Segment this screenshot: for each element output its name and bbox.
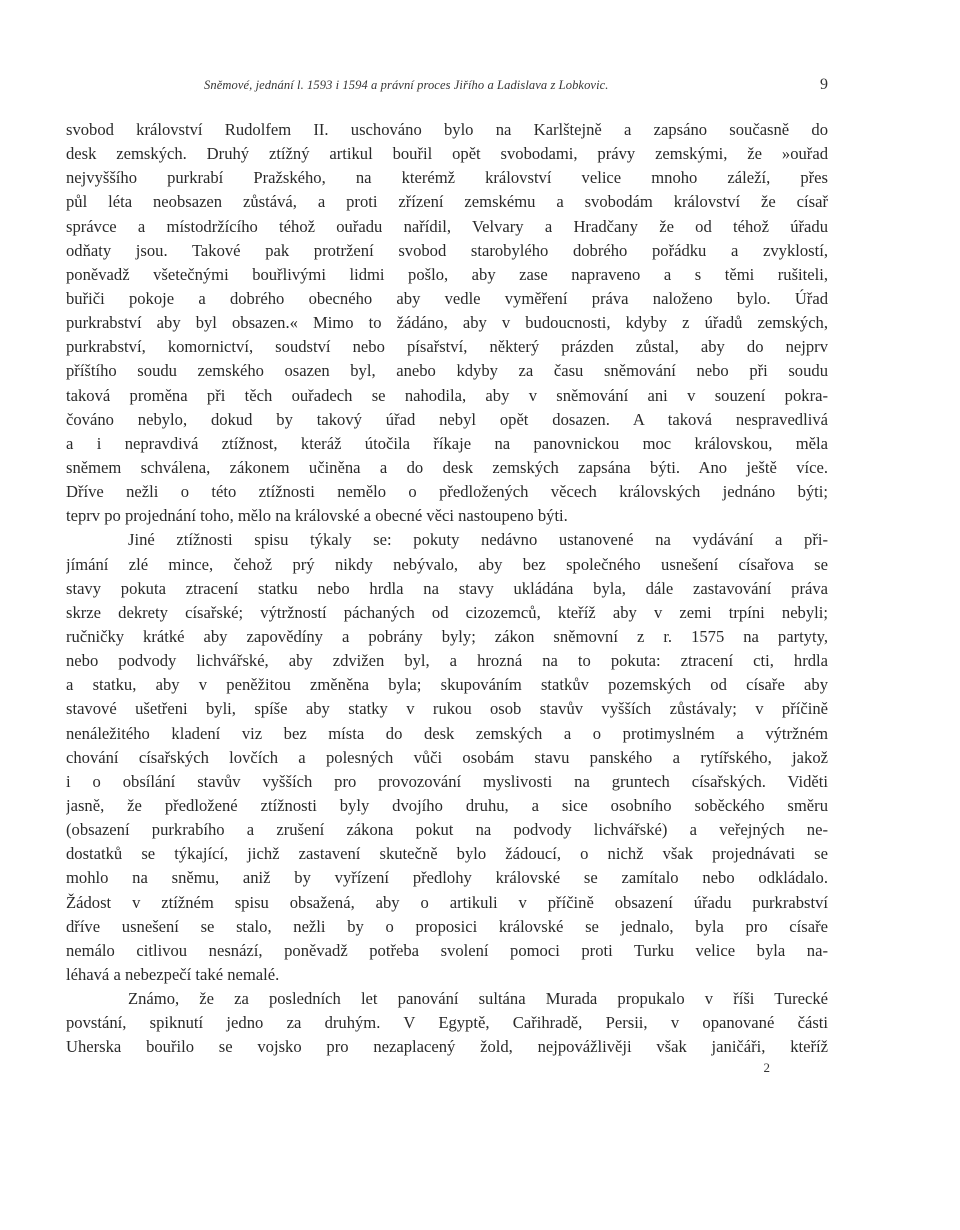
text-line: taková proměna při těch ouřadech se nahodila, aby v sněmování ani v souzení pokra- xyxy=(66,385,828,405)
text-line: odňaty jsou. Takové pak protržení svobod starobylého dobrého pořádku a zvyklostí, xyxy=(66,240,828,260)
text-line: dříve usnešení se stalo, nežli by o proposici královské se jednalo, byla pro císaře xyxy=(66,916,828,936)
text-line: (obsazení purkrabího a zrušení zákona pokut na podvody lichvářské) a veřejných ne- xyxy=(66,820,828,840)
text-line: povstání, spiknutí jedno za druhým. V Egyptě, Cařihradě, Persii, v opanované části xyxy=(66,1013,828,1033)
text-line: Žádost v ztížném spisu obsažená, aby o artikuli v příčině obsazení úřadu purkrabství xyxy=(66,892,828,912)
text-line: chování císařských lovčích a polesných vůči osobám stavu panského a rytířského, jakož xyxy=(66,747,828,767)
text-line: teprv po projednání toho, mělo na královské a obecné věci nastoupeno býti. xyxy=(66,506,568,526)
text-line: i o obsílání stavův vyšších pro provozování myslivosti na gruntech císařských. Viděti xyxy=(66,771,828,791)
text-line: mohlo na sněmu, aniž by vyřízení předlohy královské se zamítalo nebo odkládalo. xyxy=(66,868,828,888)
text-line: Dříve nežli o této ztížnosti nemělo o předložených věcech královských jednáno býti; xyxy=(66,482,828,502)
text-line: stavy pokuta ztracení statku nebo hrdla na stavy ukládána byla, dále zastavování práva xyxy=(66,578,828,598)
text-line: sněmem schválena, zákonem učiněna a do desk zemských zapsána býti. Ano ještě více. xyxy=(66,457,828,477)
text-line: Známo, že za posledních let panování sultána Murada propukalo v říši Turecké xyxy=(128,989,828,1009)
text-line: a i nepravdivá ztížnost, kteráž útočila říkaje na panovnickou moc královskou, měla xyxy=(66,433,828,453)
text-line: Uherska bouřilo se vojsko pro nezaplacený žold, nejpovážlivěji však janičáři, kteříž xyxy=(66,1037,828,1057)
running-head xyxy=(66,76,828,100)
text-line: nejvyššího purkrabí Pražského, na kterémž království velice mnoho záleží, přes xyxy=(66,168,828,188)
text-line: nebo podvody lichvářské, aby zdvižen byl, a hrozná na to pokuta: ztracení cti, hrdla xyxy=(66,651,828,671)
text-line: stavové ušetřeni byli, spíše aby statky v rukou osob stavův vyšších zůstávaly; v příčině xyxy=(66,699,828,719)
text-line: purkrabství aby byl obsazen.« Mimo to žádáno, aby v budoucnosti, kdyby z úřadů zemských, xyxy=(66,313,828,333)
text-line: buřiči pokoje a dobrého obecného aby vedle vyměření práva naloženo bylo. Úřad xyxy=(66,288,828,308)
running-title: Sněmové, jednání l. 1593 i 1594 a právní proces Jiřího a Ladislava z Lobkovic. xyxy=(204,78,609,92)
text-line: jímání zlé mince, čehož prý nikdy nebývalo, aby bez společného usnešení císařova se xyxy=(66,554,828,574)
text-line: půl léta neobsazen zůstává, a proti zřízení zemskému a svobodám království že císař xyxy=(66,192,828,212)
text-line: příštího soudu zemského osazen byl, anebo kdyby za času sněmování nebo při soudu xyxy=(66,361,828,381)
body-text xyxy=(66,118,828,1059)
book-page xyxy=(66,0,828,1230)
text-line: nemálo citlivou nesnází, poněvadž potřeba svolení pomoci proti Turku velice byla na- xyxy=(66,940,828,960)
text-line: purkrabství, komornictví, soudství nebo písařství, některý prázden zůstal, aby do nejprv xyxy=(66,337,828,357)
page-number: 9 xyxy=(820,76,828,93)
text-line: správce a místodržícího téhož ouřadu nařídil, Velvary a Hradčany že od téhož úřadu xyxy=(66,216,828,236)
text-line: čováno nebylo, dokud by takový úřad nebyl opět dosazen. A taková nespravedlivá xyxy=(66,409,828,429)
text-line: Jiné ztížnosti spisu týkaly se: pokuty nedávno ustanovené na vydávání a při- xyxy=(128,530,828,550)
text-line: desk zemských. Druhý ztížný artikul bouřil opět svobodami, právy zemskými, že »ouřad xyxy=(66,144,828,164)
signature-mark: 2 xyxy=(763,1060,770,1075)
text-line: poněvadž všetečnými bouřlivými lidmi pošlo, aby zase napraveno a s těmi rušiteli, xyxy=(66,264,828,284)
text-line: léhavá a nebezpečí také nemalé. xyxy=(66,964,280,984)
text-line: dostatků se týkající, jichž zastavení skutečně bylo žádoucí, o nichž však projednávati se xyxy=(66,844,828,864)
text-line: ručničky krátké aby zapovědíny a pobrány byly; zákon sněmovní z r. 1575 na partyty, xyxy=(66,626,828,646)
text-line: a statku, aby v peněžitou změněna byla; skupováním statkův pozemských od císaře aby xyxy=(66,675,828,695)
text-line: svobod království Rudolfem II. uschováno bylo na Karlštejně a zapsáno současně do xyxy=(66,120,828,139)
text-line: nenáležitého kladení viz bez místa do desk zemských a o protimyslném a výtržném xyxy=(66,723,828,743)
text-line: jasně, že předložené ztížnosti byly dvojího druhu, a sice osobního soběckého směru xyxy=(66,795,828,815)
text-line: skrze dekrety císařské; výtržností páchaných od cizozemců, kteříž aby v zemi trpíni nebyli; xyxy=(66,602,828,622)
